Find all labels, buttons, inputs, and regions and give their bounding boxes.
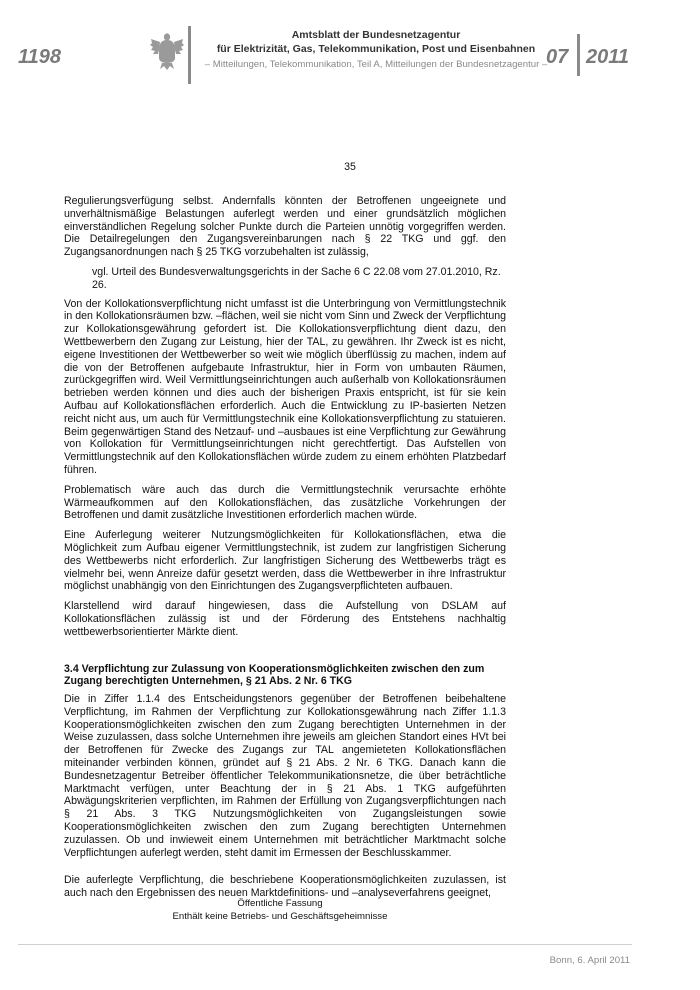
section-heading: 3.4 Verpflichtung zur Zulassung von Kooperationsmöglichkeiten zwischen den zum Zugang berechtigten Unternehmen, § 21 Abs. 2 Nr. 6 TKG xyxy=(64,662,485,688)
document-body xyxy=(64,195,506,907)
confidentiality-note: Enthält keine Betriebs- und Geschäftsgeheimnisse xyxy=(172,911,388,922)
paragraph: Eine Auferlegung weiterer Nutzungsmöglichkeiten für Kollokationsflächen, etwa die Möglichkeit zum Aufbau eigener Vermittlungstechnik, ist zudem zur langfristigen Sicherung des Wettbewerbs nicht erforderlich. Zur langfristigen Sicherung des Wettbewerbs trägt es vielmehr bei, wenn Anreize dafür gesetzt werden, dass die Wettbewerber in ihre Infrastruktur möglichst unabhängig von den Einrichtungen des Zugangsverpflichteten aufbauen. xyxy=(64,529,506,593)
journal-title-sub: für Elektrizität, Gas, Telekommunikation, Post und Eisenbahnen xyxy=(216,43,536,55)
document-page-number: 35 xyxy=(344,161,356,173)
paragraph: Klarstellend wird darauf hingewiesen, dass die Aufstellung von DSLAM auf Kollokationsflächen zulässig ist und der Förderung des Entstehens nachhaltig wettbewerbsorientierter Märkte dient. xyxy=(64,600,506,638)
paragraph: Die auferlegte Verpflichtung, die beschriebene Kooperationsmöglichkeiten zuzulassen, ist auch nach den Ergebnissen des neuen Marktdefinitions- und –analyseverfahrens geeignet, xyxy=(64,874,506,900)
journal-section: – Mitteilungen, Telekommunikation, Teil A, Mitteilungen der Bundesnetzagentur – xyxy=(204,59,548,70)
publication-date: Bonn, 6. April 2011 xyxy=(549,955,630,966)
footer-divider xyxy=(18,944,632,945)
issue-number: 07 xyxy=(546,46,569,68)
issue-year: 2011 xyxy=(586,46,630,68)
paragraph: Problematisch wäre auch das durch die Vermittlungstechnik verursachte erhöhte Wärmeaufkommen auf den Kollokationsflächen, das zusätzliche Vorkehrungen der Betroffenen und damit zusätzliche Investitionen erforderlich machen würde. xyxy=(64,483,506,522)
public-version-note: Öffentliche Fassung xyxy=(237,898,323,909)
paragraph: Regulierungsverfügung selbst. Andernfalls könnten der Betroffenen ungeeignete und unverhältnismäßige Belastungen auferlegt werden und einer grundsätzlich möglichen einverständlichen Regelung solcher Punkte durch die Parteien unnötig vorgegriffen werden. Die Detailregelungen den Zugangsvereinbarungen nach § 22 TKG und ggf. den Zugangsanordnungen nach § 25 TKG vorzubehalten ist zulässig, xyxy=(64,195,506,259)
federal-eagle-icon xyxy=(150,30,184,70)
journal-title: Amtsblatt der Bundesnetzagentur xyxy=(291,29,461,41)
paragraph: Von der Kollokationsverpflichtung nicht umfasst ist die Unterbringung von Vermittlungstechnik in den Kollokationsräumen bzw. –flächen, weil sie nicht vom Sinn und Zweck der Verpflichtung zur Kollokationsgewährung gefordert ist. Die Kollokationsverpflichtung dient dazu, den Wettbewerbern den Zugang zur Leistung, hier der TAL, zu gewähren. Ihr Zweck ist es nicht, eigene Investitionen der Wettbewerber so weit wie möglich überflüssig zu machen, indem auf die von der Betroffenen aufgebaute Infrastruktur, hier in Form von umbauten Räumen, zurückgegriffen wird. Weil Vermittlungseinrichtungen auch außerhalb von Kollokationsräumen betrieben werden können und dies auch der bisherigen Praxis entspricht, ist für sie kein Aufbau auf Kollokationsflächen erforderlich. Auch die Entwicklung zu IP-basierten Netzen reicht nicht aus, um auch für Vermittlungstechnik eine Kollokationsverpflichtung zu statuieren. Beim gegenwärtigen Stand des Netzauf- und –ausbaues ist eine Verpflichtung zur Gewährung von Kollokation für Vermittlungseinrichtungen nicht gerechtfertigt. Das Aufstellen von Vermittlungstechnik auf den Kollokationsflächen würde zudem zu einem erhöhten Platzbedarf führen. xyxy=(64,297,506,476)
header-divider xyxy=(188,26,191,84)
citation: vgl. Urteil des Bundesverwaltungsgerichts in der Sache 6 C 22.08 vom 27.01.2010, Rz. 26. xyxy=(92,265,501,291)
issue-divider xyxy=(577,34,580,76)
paragraph: Die in Ziffer 1.1.4 des Entscheidungstenors gegenüber der Betroffenen beibehaltene Verpflichtung, im Rahmen der Verpflichtung zur Kollokationsgewährung nach Ziffer 1.1.3 Kooperationsmöglichkeiten zwischen den zum Zugang berechtigten Unternehmen in der Weise zuzulassen, dass solche Unternehmen ihre jeweils am gleichen Standort eines HVt bei der Betroffenen für Zwecke des Zugangs zur TAL angemieteten Kollokationsflächen miteinander verbinden können, gründet auf § 21 Abs. 2 Nr. 6 TKG. Danach kann die Bundesnetzagentur Betreiber öffentlicher Telekommunikationsnetze, die über beträchtliche Marktmacht verfügen, unter Beachtung der in § 21 Abs. 1 TKG aufgeführten Abwägungskriterien verpflichten, im Rahmen der Erfüllung von Zugangsverpflichtungen nach § 21 Abs. 3 TKG Nutzungsmöglichkeiten von Zugangsleistungen sowie Kooperationsmöglichkeiten zwischen den zum Zugang berechtigten Unternehmen zuzulassen. Ob und inwieweit einem Unternehmen mit beträchtlicher Marktmacht solche Verpflichtungen auferlegt werden, steht damit im Ermessen der Beschlusskammer. xyxy=(64,693,506,859)
journal-page-number: 1198 xyxy=(18,46,62,68)
